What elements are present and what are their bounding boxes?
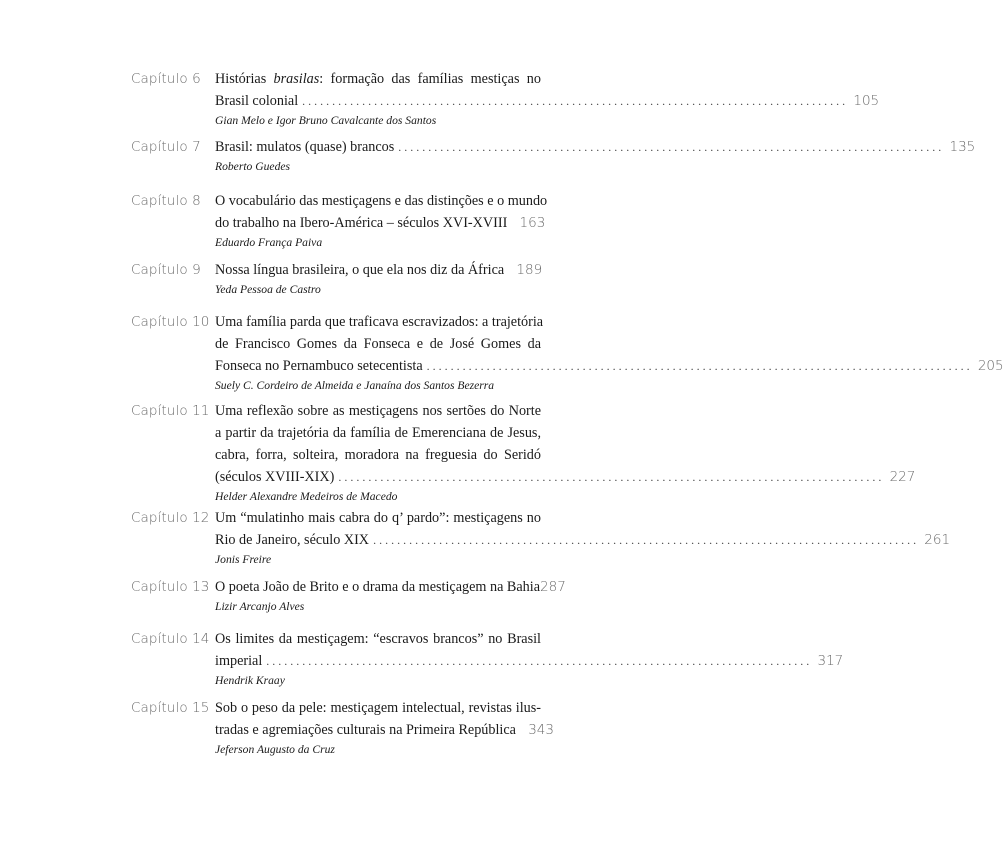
page-number: 205 [977, 358, 1004, 374]
emphasis-text: brasilas [273, 71, 320, 87]
chapter-title-last-line [215, 576, 566, 598]
chapter-author: Lizir Arcanjo Alves [215, 600, 305, 613]
chapter-title-text: O poeta João de Brito e o drama da mestiçagem na Bahia [215, 579, 541, 595]
chapter-title-text: (séculos XVIII-XIX) [215, 469, 335, 485]
leader-dots [398, 136, 941, 158]
chapter-title-last-line [215, 650, 844, 672]
chapter-number: Capítulo 10 [131, 314, 210, 330]
chapter-title-text: Brasil colonial [215, 93, 299, 109]
leader-dots [373, 529, 916, 551]
chapter-title-line: Uma família parda que traficava escravizados: a trajetória [215, 314, 544, 330]
chapter-author: Suely C. Cordeiro de Almeida e Janaína dos Santos Bezerra [215, 379, 495, 392]
chapter-title-line: cabra, forra, solteira, moradora na freguesia do Seridó [215, 447, 541, 463]
page-number: 135 [949, 139, 976, 155]
chapter-title-line: de Francisco Gomes da Fonseca e de José Gomes da [215, 336, 541, 352]
chapter-number: Capítulo 12 [131, 510, 210, 526]
chapter-number: Capítulo 14 [131, 631, 210, 647]
chapter-title-last-line [215, 136, 976, 158]
chapter-title-last-line [215, 529, 951, 551]
chapter-title-text: do trabalho na Ibero-América – séculos XVI-XVIII [215, 215, 508, 231]
page-number: 227 [889, 469, 916, 485]
page-number: 317 [817, 653, 844, 669]
leader-dots [338, 466, 881, 488]
page-number: 343 [528, 722, 554, 738]
leader-dots [302, 90, 845, 112]
chapter-author: Eduardo França Paiva [215, 236, 323, 249]
chapter-title-last-line [215, 466, 916, 488]
chapter-title-last-line [215, 90, 880, 112]
chapter-title-line: Os limites da mestiçagem: “escravos brancos” no Brasil [215, 631, 541, 647]
chapter-title-text: imperial [215, 653, 263, 669]
chapter-number: Capítulo 7 [131, 139, 201, 155]
chapter-author: Jeferson Augusto da Cruz [215, 743, 335, 756]
page-number: 163 [519, 215, 546, 231]
chapter-author: Jonis Freire [215, 553, 272, 566]
chapter-number: Capítulo 6 [131, 71, 201, 87]
chapter-title-last-line [215, 259, 541, 281]
chapter-title-line: Sob o peso da pele: mestiçagem intelectual, revistas ilus- [215, 700, 541, 716]
chapter-author: Gian Melo e Igor Bruno Cavalcante dos Santos [215, 114, 437, 127]
chapter-author: Roberto Guedes [215, 160, 291, 173]
page-number: 105 [853, 93, 880, 109]
chapter-title-line: O vocabulário das mestiçagens e das distinções e o mundo [215, 193, 548, 209]
chapter-title-text: Nossa língua brasileira, o que ela nos diz da África [215, 262, 505, 278]
leader-dots [427, 355, 970, 377]
chapter-title-last-line [215, 719, 554, 741]
chapter-title-text: tradas e agremiações culturais na Primeira República [215, 722, 516, 738]
chapter-title-text: Fonseca no Pernambuco setecentista [215, 358, 423, 374]
page-number: 261 [924, 532, 951, 548]
chapter-number: Capítulo 15 [131, 700, 210, 716]
chapter-author: Hendrik Kraay [215, 674, 285, 687]
chapter-title-line: Uma reflexão sobre as mestiçagens nos sertões do Norte [215, 403, 541, 419]
page-number: 287 [540, 579, 566, 595]
chapter-title-line: a partir da trajetória da família de Emerenciana de Jesus, [215, 425, 541, 441]
chapter-title-text: Brasil: mulatos (quase) brancos [215, 139, 395, 155]
chapter-title-last-line [215, 212, 546, 234]
chapter-number: Capítulo 9 [131, 262, 201, 278]
chapter-title-line: Histórias brasilas: formação das famílias mestiças no [215, 71, 541, 87]
leader-dots [266, 650, 809, 672]
chapter-title-last-line [215, 355, 1004, 377]
chapter-number: Capítulo 13 [131, 579, 210, 595]
chapter-author: Yeda Pessoa de Castro [215, 283, 321, 296]
page-number: 189 [516, 262, 543, 278]
chapter-number: Capítulo 8 [131, 193, 201, 209]
chapter-title-line: Um “mulatinho mais cabra do q’ pardo”: mestiçagens no [215, 510, 541, 526]
chapter-number: Capítulo 11 [131, 403, 210, 419]
chapter-author: Helder Alexandre Medeiros de Macedo [215, 490, 398, 503]
chapter-title-text: Rio de Janeiro, século XIX [215, 532, 370, 548]
